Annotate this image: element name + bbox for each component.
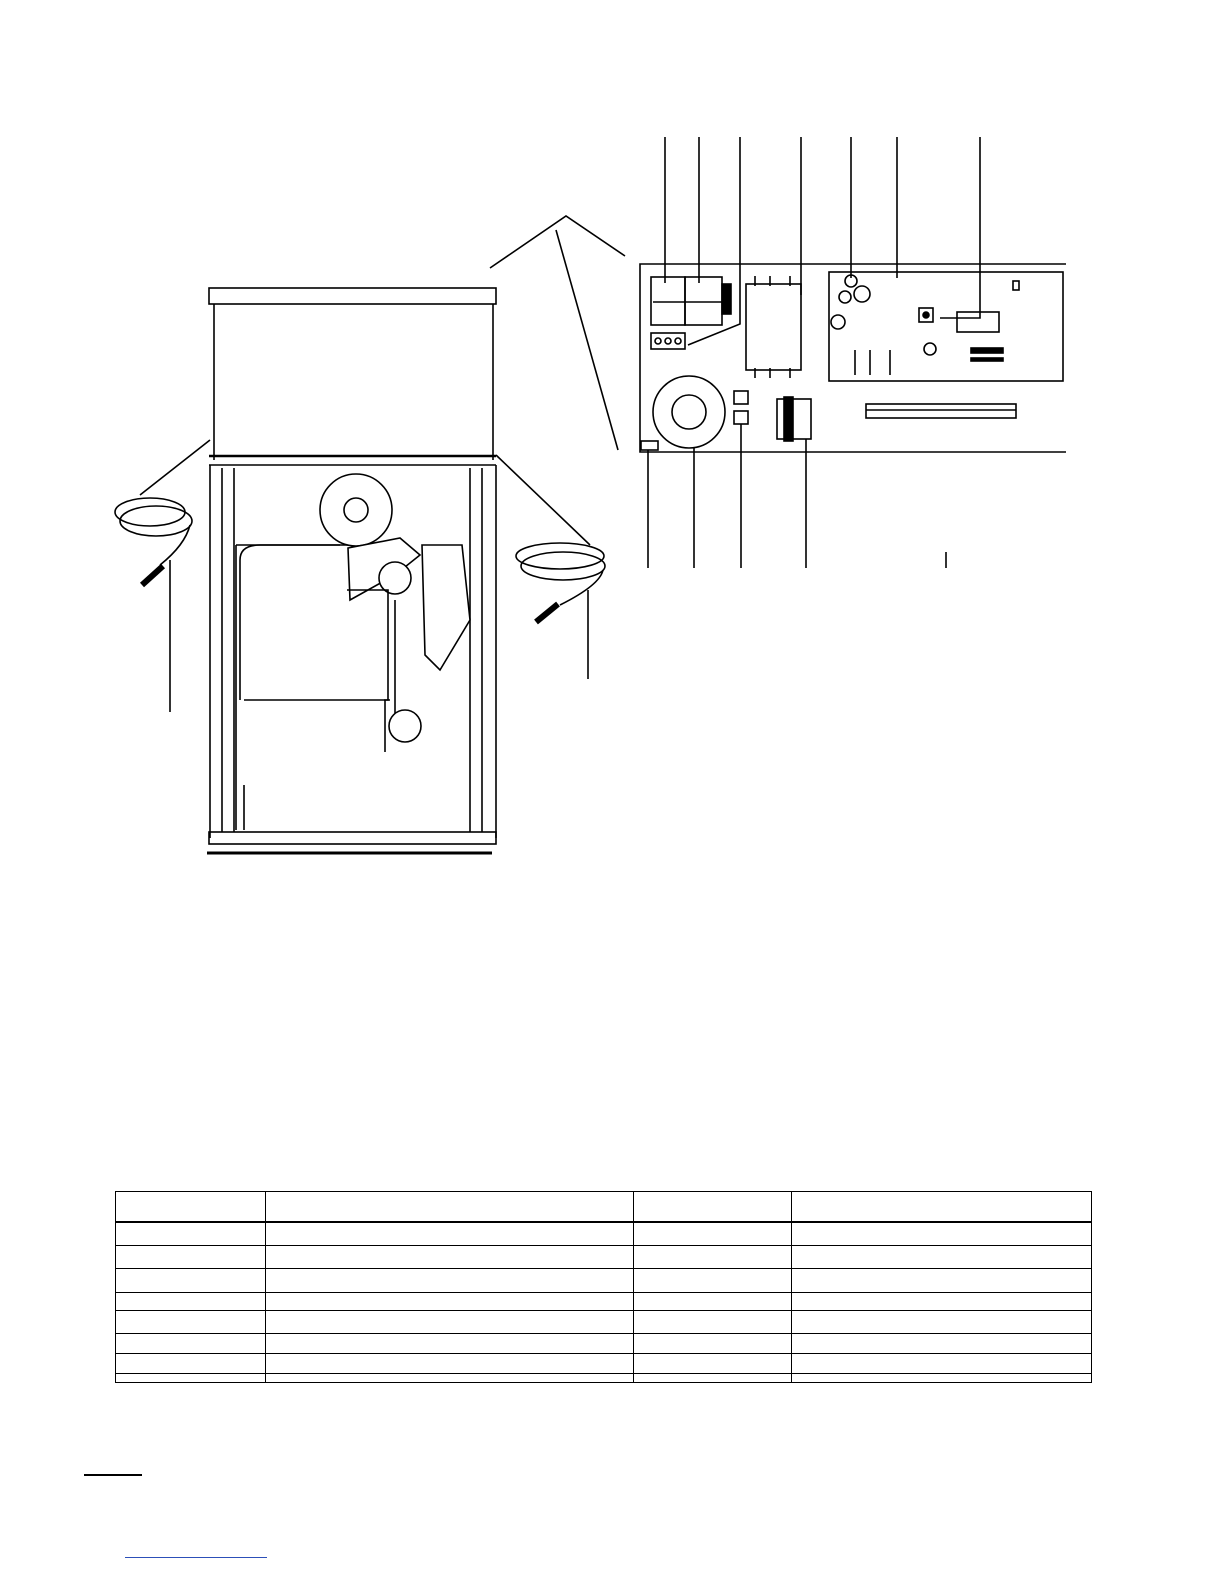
- right-probe-coil: [496, 455, 605, 679]
- table-cell: [266, 1373, 634, 1382]
- table-cell: [634, 1268, 792, 1292]
- table-cell: [116, 1310, 266, 1333]
- table-row: [116, 1268, 1092, 1292]
- detail-pointer: [490, 216, 625, 450]
- table-row: [116, 1222, 1092, 1245]
- table-cell: [116, 1353, 266, 1373]
- table-header-row: [116, 1192, 1092, 1223]
- table-cell: [266, 1245, 634, 1268]
- parts-table: [115, 1191, 1092, 1383]
- footer-rule: [84, 1474, 142, 1476]
- table-cell: [792, 1353, 1092, 1373]
- table-cell: [634, 1333, 792, 1353]
- motor-assembly: [320, 474, 470, 752]
- table-cell: [266, 1292, 634, 1310]
- table-header-cell: [634, 1192, 792, 1223]
- left-probe-coil: [115, 440, 210, 712]
- table-row: [116, 1353, 1092, 1373]
- table-cell: [634, 1310, 792, 1333]
- table-cell: [792, 1268, 1092, 1292]
- table-cell: [792, 1333, 1092, 1353]
- table-row: [116, 1310, 1092, 1333]
- relay: [746, 276, 801, 378]
- table-cell: [634, 1245, 792, 1268]
- table-row: [116, 1333, 1092, 1353]
- table-cell: [116, 1292, 266, 1310]
- table-cell: [792, 1310, 1092, 1333]
- table-cell: [792, 1373, 1092, 1382]
- table-cell: [792, 1292, 1092, 1310]
- table-cell: [266, 1310, 634, 1333]
- table-header-cell: [116, 1192, 266, 1223]
- table-cell: [792, 1222, 1092, 1245]
- table-cell: [116, 1245, 266, 1268]
- table-cell: [116, 1222, 266, 1245]
- transformer: [653, 376, 725, 448]
- capacitor: [777, 397, 811, 441]
- indicator-lamp: [641, 441, 658, 450]
- table-cell: [634, 1373, 792, 1382]
- table-cell: [634, 1353, 792, 1373]
- table-cell: [116, 1333, 266, 1353]
- circuit-board: [829, 272, 1063, 381]
- footer-link-underline[interactable]: [125, 1557, 267, 1558]
- table-cell: [266, 1353, 634, 1373]
- table-cell: [792, 1245, 1092, 1268]
- callout-leaders-bottom: [648, 424, 946, 568]
- din-rail: [866, 404, 1016, 418]
- table-row: [116, 1292, 1092, 1310]
- table-cell: [634, 1292, 792, 1310]
- table-cell: [116, 1373, 266, 1382]
- table-cell: [266, 1222, 634, 1245]
- table-cell: [634, 1222, 792, 1245]
- terminal-block: [651, 277, 731, 349]
- table-header-cell: [266, 1192, 634, 1223]
- table-cell: [266, 1333, 634, 1353]
- table-header-cell: [792, 1192, 1092, 1223]
- table-cell: [116, 1268, 266, 1292]
- table-cell: [266, 1268, 634, 1292]
- table-row: [116, 1373, 1092, 1382]
- small-switches: [734, 391, 748, 424]
- cabinet-top-panel: [209, 288, 496, 465]
- table-row: [116, 1245, 1092, 1268]
